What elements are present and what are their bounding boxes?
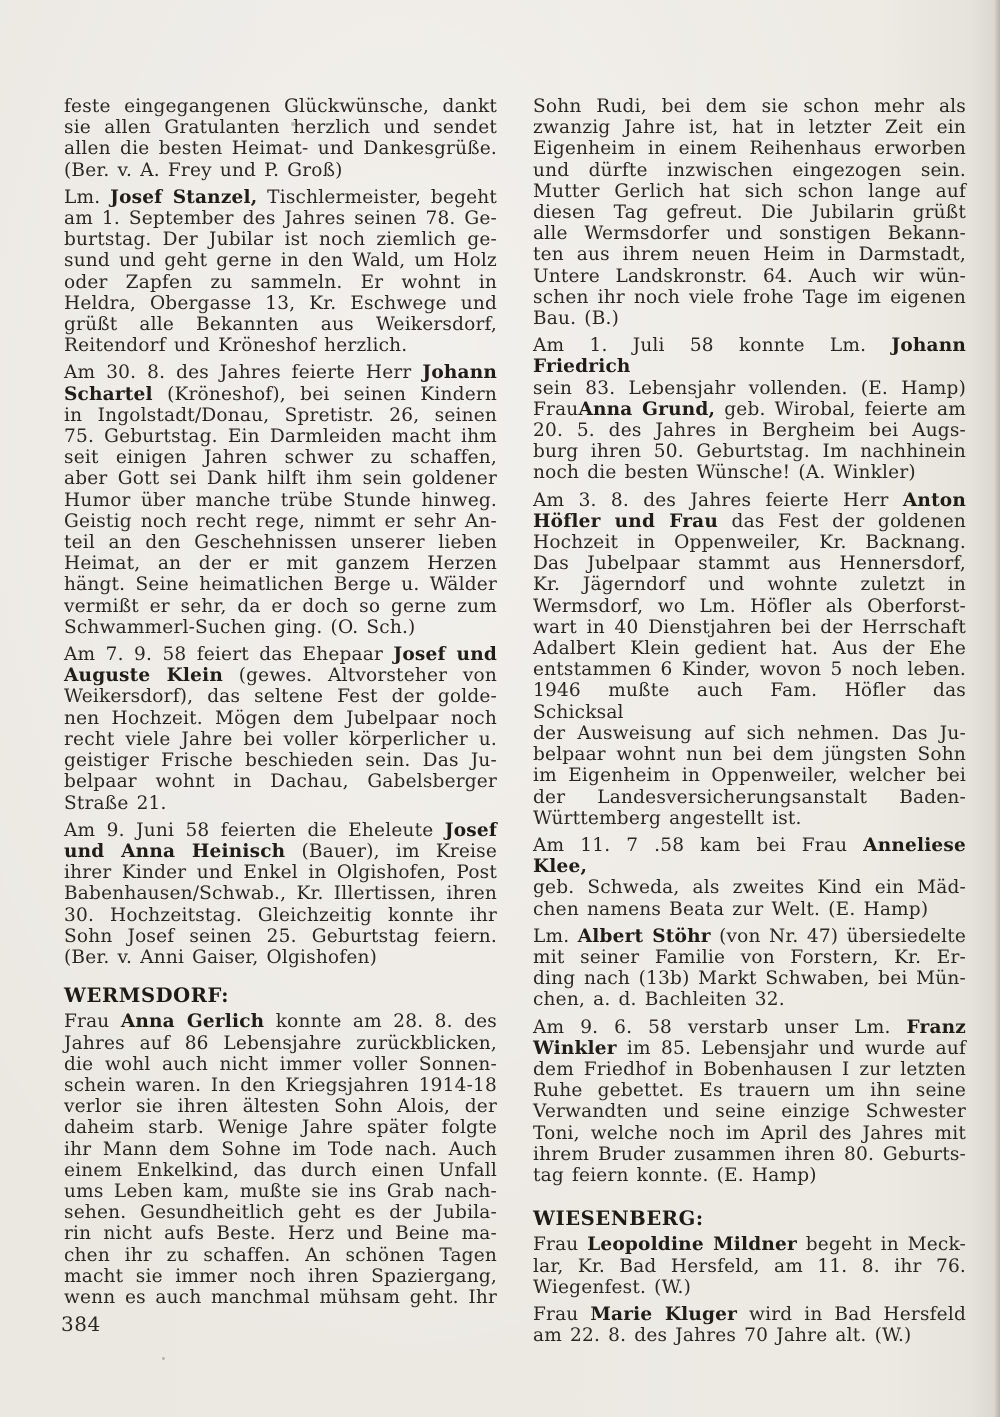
text-line: Ruhe gebettet. Es trauern um ihn seine: [533, 1080, 966, 1102]
scan-edge-shadow: [994, 0, 1000, 1417]
text-line: belpaar wohnt in Dachau, Gabelsberger: [64, 771, 497, 793]
text-line: Reitendorf und Kröneshof herzlich.: [64, 335, 408, 357]
text-line: Am 11. 7 .58 kam bei Frau Anneliese Klee,: [533, 834, 966, 878]
text-line: diesen Tag gefreut. Die Jubilarin grüßt: [533, 202, 966, 224]
text-line: geb. Schweda, als zweites Kind ein Mäd-: [533, 877, 966, 899]
text-line: rin nicht aufs Beste. Herz und Beine ma-: [64, 1223, 497, 1245]
text-line: Das Jubelpaar stammt aus Hennersdorf,: [533, 553, 966, 575]
text-line: hängt. Seine heimatlichen Berge u. Wälder: [64, 574, 497, 596]
text-line: lar, Kr. Bad Hersfeld, am 11. 8. ihr 76.: [533, 1255, 966, 1277]
paragraph: [533, 835, 966, 920]
text-line: aber Gott sei Dank hilft ihm sein goldener: [64, 468, 497, 490]
paragraph: [533, 1017, 966, 1187]
text-line: Weikersdorf), das seltene Fest der golde-: [64, 686, 497, 708]
paragraph: [533, 96, 966, 329]
text-line: einem Enkelkind, das durch einen Unfall: [64, 1159, 497, 1181]
text-line: Kr. Jägerndorf und wohnte zuletzt in: [533, 574, 966, 596]
text-line: Am 9. Juni 58 feierten die Eheleute Josef: [64, 819, 497, 841]
text-line: ums Leben kam, mußte sie ins Grab nach-: [64, 1180, 497, 1202]
text-columns: [64, 96, 966, 1346]
text-line: (Ber. v. A. Frey und P. Groß): [64, 159, 343, 181]
text-line: recht viele Jahre bei voller körperlicher u.: [64, 728, 497, 750]
paragraph: [64, 820, 497, 968]
text-line: Am 30. 8. des Jahres feierte Herr Johann: [64, 362, 497, 384]
text-line: die wohl auch nicht immer voller Sonnen-: [64, 1053, 497, 1075]
text-line: und dürfte inzwischen eingezogen sein.: [533, 159, 966, 181]
text-line: wart in 40 Dienstjahren bei der Herrschaft: [533, 616, 966, 638]
text-line: 20. 5. des Jahres in Bergheim bei Augs-: [533, 420, 966, 442]
text-line: Am 9. 6. 58 verstarb unser Lm. Franz: [533, 1016, 966, 1038]
text-line: Wermsdorf, wo Lm. Höfler als Oberforst-: [533, 595, 966, 617]
text-line: Bau. (B.): [533, 308, 620, 330]
text-line: Am 7. 9. 58 feiert das Ehepaar Josef und: [64, 644, 497, 666]
text-line: nen Hochzeit. Mögen dem Jubelpaar noch: [64, 707, 497, 729]
text-line: teil an den Geschehnissen unserer lieben: [64, 532, 497, 554]
text-line: Frau Anna Gerlich konnte am 28. 8. des: [64, 1011, 498, 1033]
paragraph: [533, 1234, 966, 1298]
text-line: grüßt alle Bekannten aus Weikersdorf,: [64, 314, 497, 336]
text-line: daheim starb. Wenige Jahre später folgte: [64, 1117, 497, 1139]
paragraph: [64, 644, 497, 814]
text-line: Wiegenfest. (W.): [533, 1276, 692, 1298]
text-line: mit seiner Familie von Forstern, Kr. Er-: [533, 946, 966, 968]
text-line: Humor über manche trübe Stunde hinweg.: [64, 489, 497, 511]
text-line: ihrem Bruder zusammen ihren 80. Geburts-: [533, 1143, 966, 1165]
text-line: (Ber. v. Anni Gaiser, Olgishofen): [64, 946, 377, 968]
text-line: noch die besten Wünsche! (A. Winkler): [533, 462, 916, 484]
text-line: feste eingegangenen Glückwünsche, dankt: [64, 96, 497, 117]
paragraph: [64, 96, 497, 181]
text-line: Mutter Gerlich hat sich schon lange auf: [533, 180, 966, 202]
text-line: Württemberg angestellt ist.: [533, 807, 802, 829]
text-line: chen ihr zu schaffen. An schönen Tagen: [64, 1244, 497, 1266]
text-line: sund und geht gerne in den Wald, um Holz: [64, 250, 497, 272]
text-line: geistiger Frische beschieden sein. Das Ju-: [64, 750, 497, 772]
text-line: 1946 mußte auch Fam. Höfler das Schicksal: [533, 680, 966, 723]
paragraph: [64, 362, 497, 638]
text-line: Lm. Josef Stanzel, Tischlermeister, begeht: [64, 186, 498, 208]
text-line: schen ihr noch viele frohe Tage im eigenen: [533, 286, 966, 308]
text-line: Babenhausen/Schwab., Kr. Illertissen, ihren: [64, 883, 497, 905]
section-heading: WERMSDORF:: [64, 984, 230, 1008]
text-line: chen, a. d. Bachleiten 32.: [533, 989, 785, 1011]
paragraph: [533, 490, 966, 829]
paragraph: [533, 335, 966, 483]
text-line: im Eigenheim in Oppenweiler, welcher bei: [533, 765, 966, 787]
scan-speck: [224, 1254, 227, 1256]
text-line: seit einigen Jahren schwer zu schaffen,: [64, 447, 497, 469]
text-line: allen die besten Heimat- und Dankesgrüße.: [64, 138, 497, 160]
scan-speck: [162, 1357, 165, 1360]
text-line: Auguste Klein (gewes. Altvorsteher von: [64, 665, 497, 687]
text-line: tag feiern konnte. (E. Hamp): [533, 1164, 817, 1186]
text-line: Lm. Albert Stöhr (von Nr. 47) übersiedelte: [533, 925, 966, 947]
text-line: Schartel (Kröneshof), bei seinen Kindern: [64, 383, 497, 405]
text-line: Sohn Rudi, bei dem sie schon mehr als: [533, 96, 966, 117]
text-line: belpaar wohnt nun bei dem jüngsten Sohn: [533, 744, 966, 766]
text-line: Hochzeit in Oppenweiler, Kr. Backnang.: [533, 532, 966, 554]
text-line: Sohn Josef seinen 25. Geburtstag feiern.: [64, 925, 497, 947]
page-number: 384: [61, 1312, 101, 1336]
text-line: entstammen 6 Kinder, wovon 5 noch leben.: [533, 659, 966, 681]
text-line: burtstag. Der Jubilar ist noch ziemlich ge-: [64, 229, 497, 251]
text-line: vermißt er sehr, da er doch so gerne zum: [64, 595, 497, 617]
text-line: Am 3. 8. des Jahres feierte Herr Anton: [533, 489, 966, 511]
text-line: chen namens Beata zur Welt. (E. Hamp): [533, 898, 929, 920]
text-line: Frau Marie Kluger wird in Bad Hersfeld: [533, 1303, 966, 1325]
text-line: Straße 21.: [64, 792, 167, 814]
text-line: Winkler im 85. Lebensjahr und wurde auf: [533, 1037, 966, 1059]
text-line: sehen. Gesundheitlich geht es der Jubila-: [64, 1202, 497, 1224]
text-line: ding nach (13b) Markt Schwaben, bei Mün-: [533, 968, 966, 990]
text-line: wenn es auch manchmal mühsam geht. Ihr: [64, 1286, 497, 1308]
column-left: [64, 96, 497, 1346]
text-line: 30. Hochzeitstag. Gleichzeitig konnte ihr: [64, 904, 497, 926]
text-line: Schwammerl-Suchen ging. (O. Sch.): [64, 616, 416, 638]
text-line: Am 1. Juli 58 konnte Lm. Johann Friedrich: [533, 335, 966, 378]
text-line: burg ihren 50. Geburtstag. Im nachhinein: [533, 441, 966, 463]
paragraph: [533, 1304, 966, 1346]
text-line: in Ingolstadt/Donau, Spretistr. 26, seinen: [64, 404, 497, 426]
text-line: am 22. 8. des Jahres 70 Jahre alt. (W.): [533, 1325, 912, 1347]
paragraph: [64, 187, 497, 357]
text-line: Heimat, an der er mit ganzem Herzen: [64, 553, 497, 575]
text-line: und Anna Heinisch (Bauer), im Kreise: [64, 840, 497, 862]
text-line: am 1. September des Jahres seinen 78. Ge-: [64, 208, 497, 230]
scan-speck: [291, 122, 295, 126]
text-line: sein 83. Lebensjahr vollenden. (E. Hamp): [533, 377, 966, 399]
text-line: FrauAnna Grund, geb. Wirobal, feierte am: [533, 398, 966, 420]
text-line: 75. Geburtstag. Ein Darmleiden macht ihm: [64, 426, 497, 448]
text-line: schein waren. In den Kriegsjahren 1914-18: [64, 1074, 497, 1096]
text-line: Geistig noch recht rege, nimmt er sehr An-: [64, 510, 497, 532]
text-line: oder Zapfen zu sammeln. Er wohnt in: [64, 271, 497, 293]
text-line: der Landesversicherungsanstalt Baden-: [533, 786, 966, 808]
paragraph: [533, 926, 966, 1011]
paragraph: [64, 1011, 497, 1308]
text-line: ihr Mann dem Sohne im Tode nach. Auch: [64, 1138, 497, 1160]
text-line: ten aus ihrem neuen Heim in Darmstadt,: [533, 244, 966, 266]
text-line: verlor sie ihren ältesten Sohn Alois, der: [64, 1096, 497, 1118]
text-line: Frau Leopoldine Mildner begeht in Meck-: [533, 1234, 966, 1256]
column-right: [533, 96, 966, 1346]
text-line: ihrer Kinder und Enkel in Olgishofen, Post: [64, 862, 497, 884]
text-line: Eigenheim in einem Reihenhaus erworben: [533, 138, 966, 160]
section-heading: WIESENBERG:: [533, 1207, 704, 1231]
text-line: dem Friedhof in Bobenhausen I zur letzten: [533, 1058, 966, 1080]
text-line: zwanzig Jahre ist, hat in letzter Zeit ein: [533, 117, 966, 139]
text-line: Verwandten und seine einzige Schwester: [533, 1101, 966, 1123]
text-line: alle Wermsdorfer und sonstigen Bekann-: [533, 223, 966, 245]
text-line: Höfler und Frau das Fest der goldenen: [533, 510, 966, 532]
text-line: der Ausweisung auf sich nehmen. Das Ju-: [533, 722, 966, 744]
text-line: Untere Landskronstr. 64. Auch wir wün-: [533, 265, 966, 287]
text-line: Toni, welche noch im April des Jahres mit: [533, 1122, 966, 1144]
text-line: sie allen Gratulanten herzlich und sendet: [64, 117, 497, 139]
text-line: Adalbert Klein gedient hat. Aus der Ehe: [533, 638, 966, 660]
text-line: macht sie immer noch ihren Spaziergang,: [64, 1265, 497, 1287]
text-line: Heldra, Obergasse 13, Kr. Eschwege und: [64, 292, 497, 314]
text-line: Jahres auf 86 Lebensjahre zurückblicken,: [64, 1032, 497, 1054]
